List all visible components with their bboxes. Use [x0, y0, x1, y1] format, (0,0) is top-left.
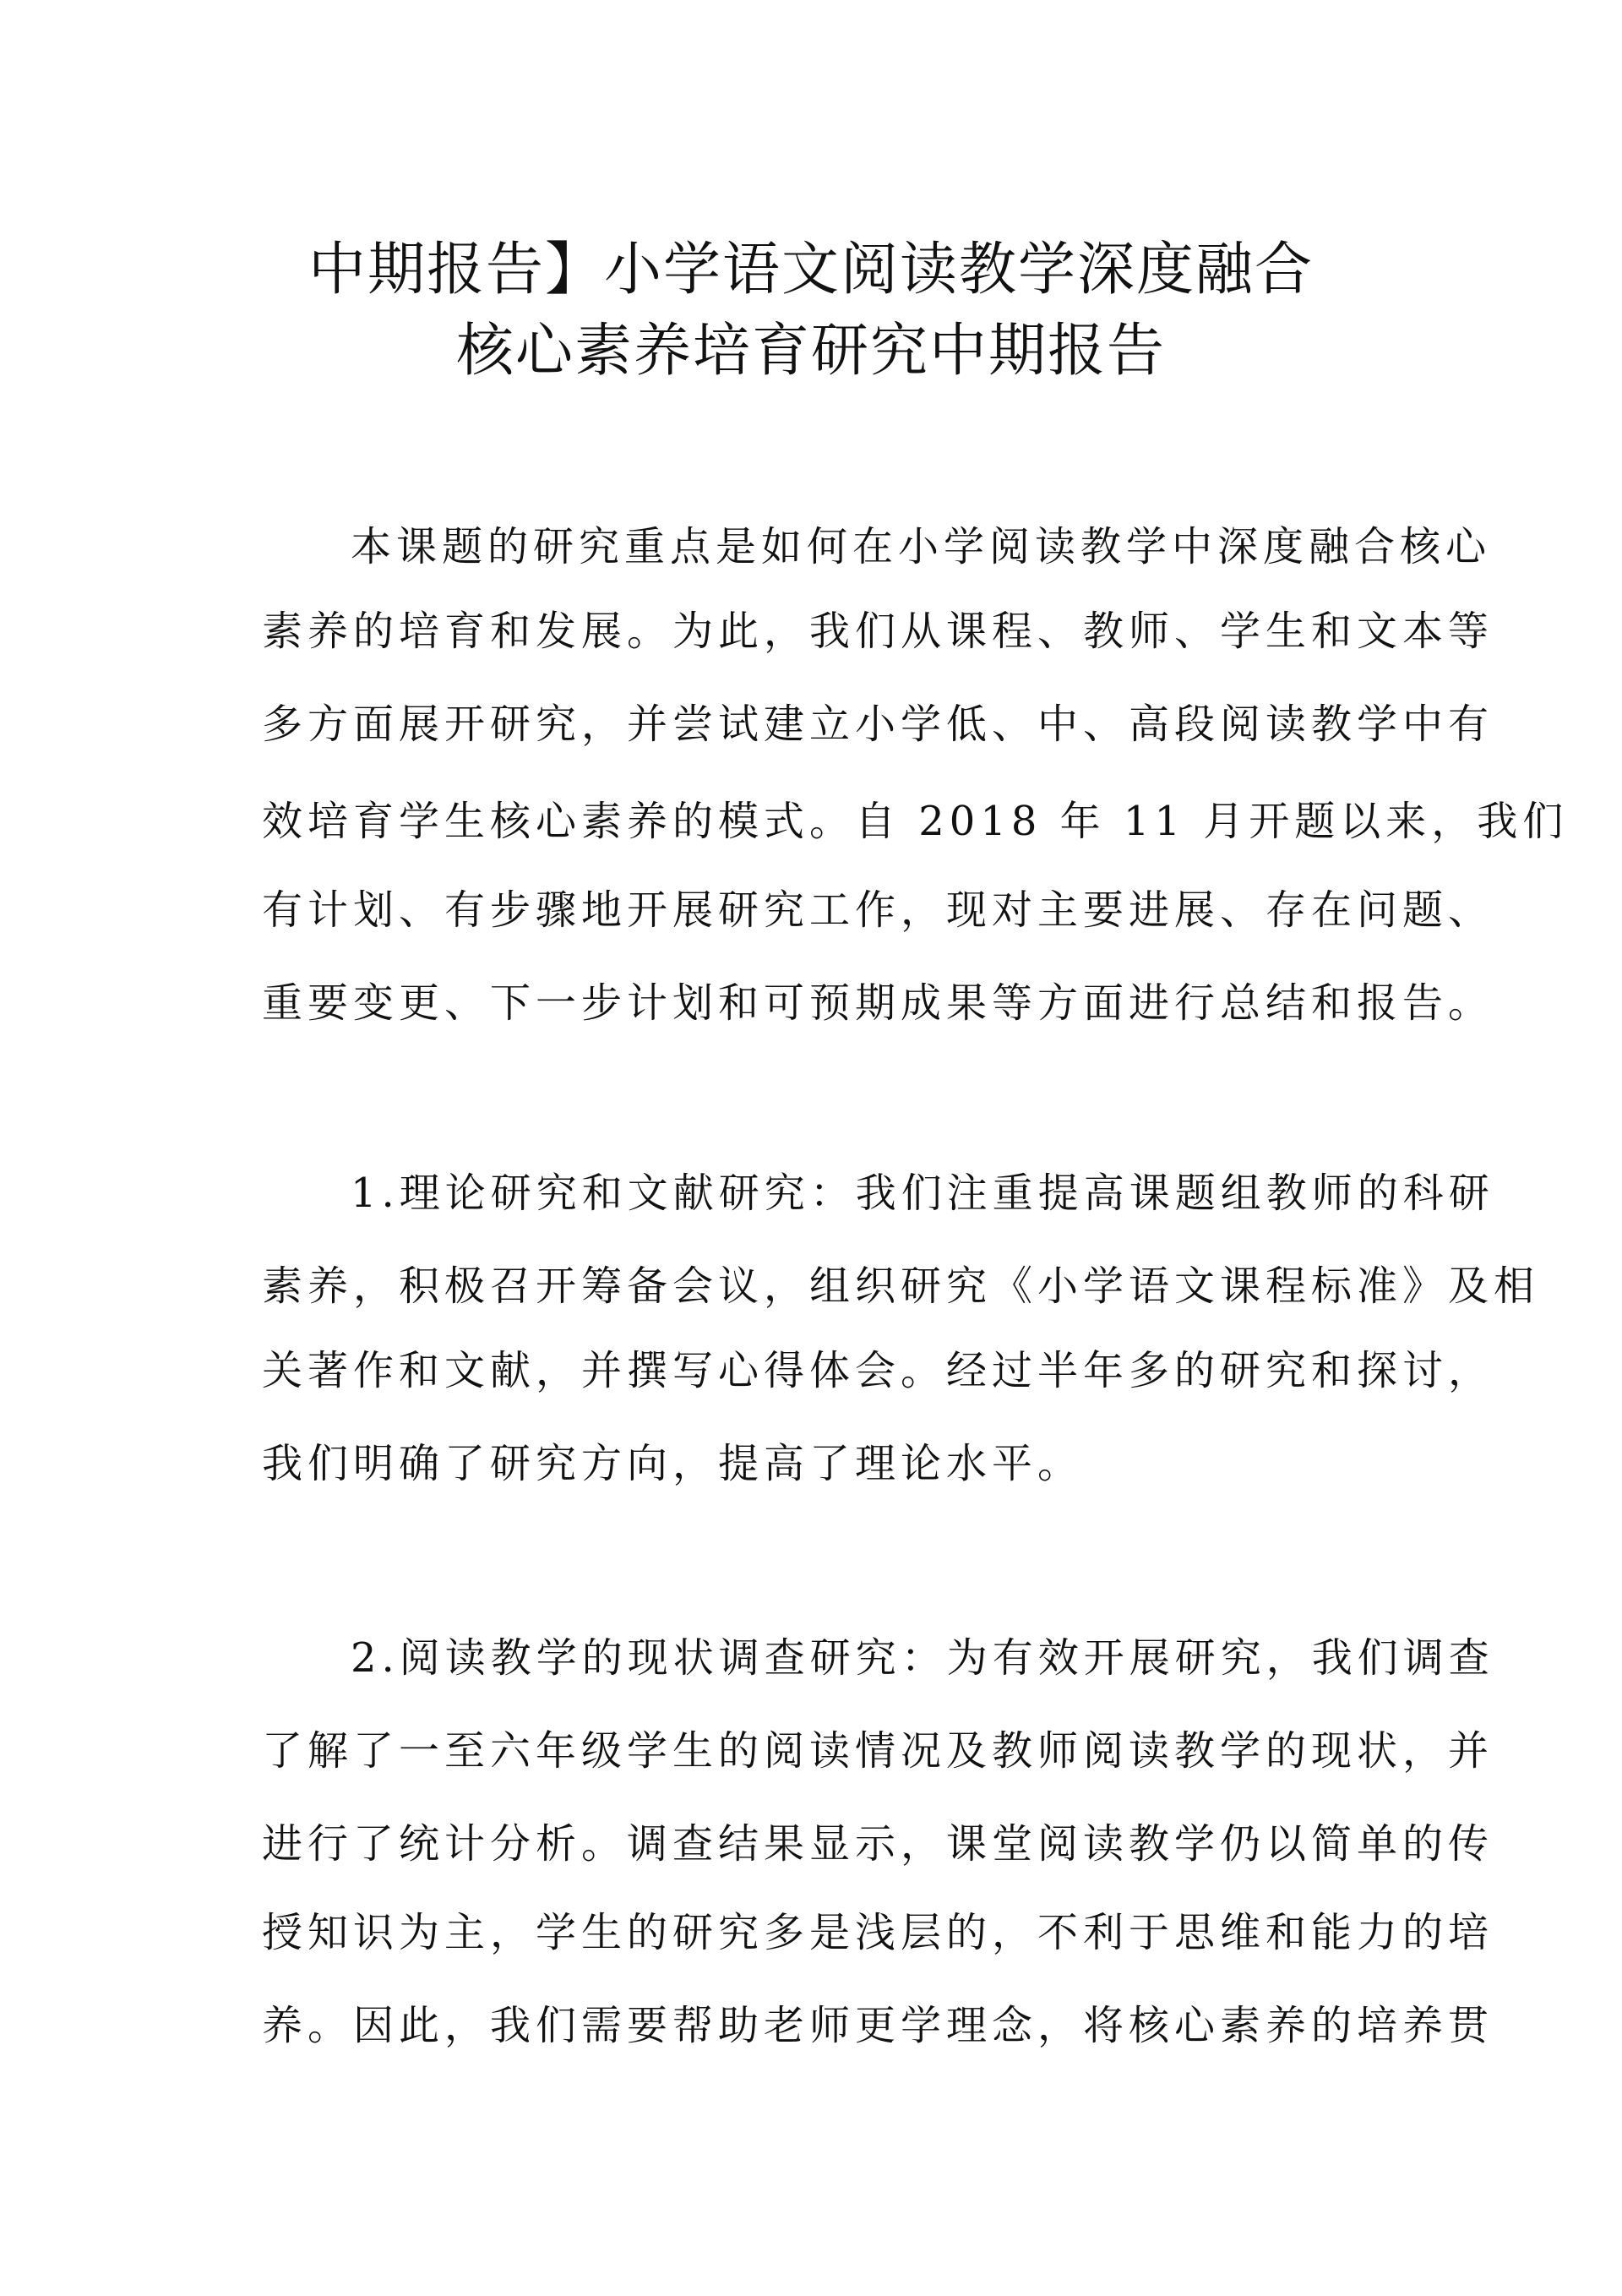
section-1-line: 素养，积极召开筹备会议，组织研究《小学语文课程标准》及相	[262, 1263, 1540, 1310]
section-1-line: 1.理论研究和文献研究：我们注重提高课题组教师的科研	[351, 1170, 1494, 1217]
document-title-line-2: 核心素养培育研究中期报告	[455, 318, 1166, 384]
section-2-line: 2.阅读教学的现状调查研究：为有效开展研究，我们调查	[351, 1634, 1494, 1682]
section-2-line: 养。因此，我们需要帮助老师更学理念，将核心素养的培养贯	[262, 2002, 1494, 2049]
section-2-line: 进行了统计分析。调查结果显示，课堂阅读教学仍以简单的传	[262, 1820, 1494, 1868]
intro-line: 重要变更、下一步计划和可预期成果等方面进行总结和报告。	[262, 979, 1494, 1027]
section-2-line: 了解了一至六年级学生的阅读情况及教师阅读教学的现状，并	[262, 1727, 1494, 1775]
section-1-line: 关著作和文献，并撰写心得体会。经过半年多的研究和探讨，	[262, 1347, 1494, 1394]
section-1-line: 我们明确了研究方向，提高了理论水平。	[262, 1440, 1084, 1487]
intro-line: 本课题的研究重点是如何在小学阅读教学中深度融合核心	[351, 523, 1492, 570]
intro-line: 素养的培育和发展。为此，我们从课程、教师、学生和文本等	[262, 608, 1494, 655]
intro-line: 效培育学生核心素养的模式。自 2018 年 11 月开题以来，我们	[262, 798, 1569, 845]
intro-line: 多方面展开研究，并尝试建立小学低、中、高段阅读教学中有	[262, 701, 1494, 748]
intro-line: 有计划、有步骤地开展研究工作，现对主要进展、存在问题、	[262, 886, 1494, 934]
document-title-line-1: 中期报告】小学语文阅读教学深度融合	[308, 237, 1314, 303]
section-2-line: 授知识为主，学生的研究多是浅层的，不利于思维和能力的培	[262, 1909, 1494, 1956]
